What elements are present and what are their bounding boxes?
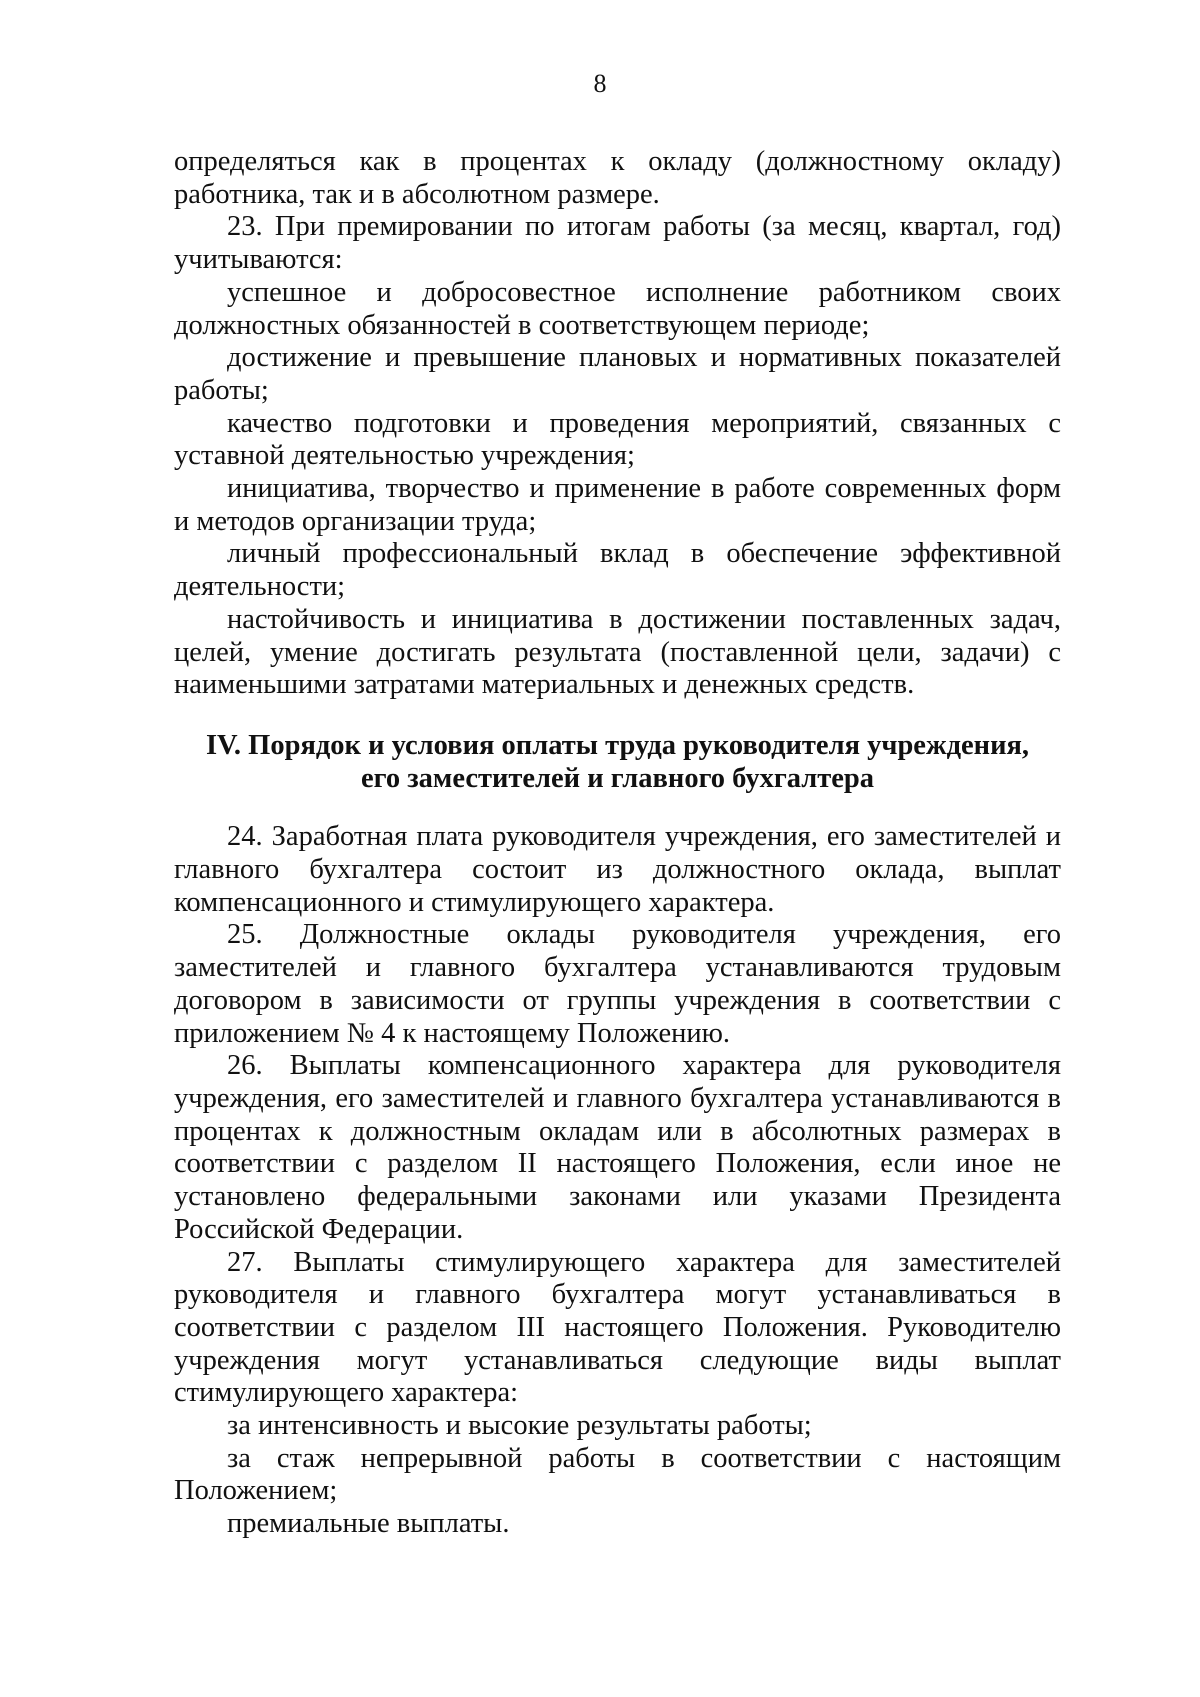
- list-item: за стаж непрерывной работы в соответствии с настоящим Положением;: [174, 1442, 1061, 1507]
- list-item: личный профессиональный вклад в обеспечение эффективной деятельности;: [174, 538, 1061, 603]
- paragraph: определяться как в процентах к окладу (должностному окладу) работника, так и в абсолютном размере.: [174, 146, 1061, 210]
- list-item: премиальные выплаты.: [227, 1508, 510, 1540]
- paragraph: 23. При премировании по итогам работы (за месяц, квартал, год) учитываются:: [174, 211, 1061, 276]
- section-heading: [174, 730, 1061, 795]
- paragraph: 26. Выплаты компенсационного характера для руководителя учреждения, его заместителей и главного бухгалтера устанавливаются в процентах к должностным окладам или в абсолютных размерах в соответствии с разделом II настоящего Положения, если иное не установлено федеральными законами или указами Президента Российской Федерации.: [174, 1050, 1061, 1245]
- list-item: достижение и превышение плановых и нормативных показателей работы;: [174, 342, 1061, 406]
- paragraph: 25. Должностные оклады руководителя учреждения, его заместителей и главного бухгалтера устанавливаются трудовым договором в зависимости от группы учреждения в соответствии с приложением № 4 к настоящему Положению.: [174, 919, 1061, 1049]
- list-item: за интенсивность и высокие результаты работы;: [227, 1410, 812, 1442]
- page-number: 8: [593, 69, 607, 98]
- paragraph: 24. Заработная плата руководителя учреждения, его заместителей и главного бухгалтера состоит из должностного оклада, выплат компенсационного и стимулирующего характера.: [174, 821, 1061, 918]
- section-heading-line1: IV. Порядок и условия оплаты труда руководителя учреждения,: [205, 729, 1030, 761]
- list-item: успешное и добросовестное исполнение работником своих должностных обязанностей в соответствующем периоде;: [174, 276, 1061, 341]
- paragraph: 27. Выплаты стимулирующего характера для заместителей руководителя и главного бухгалтера могут устанавливаться в соответствии с разделом III настоящего Положения. Руководителю учреждения могут устанавливаться следующие виды выплат стимулирующего характера:: [174, 1246, 1061, 1409]
- list-item: качество подготовки и проведения мероприятий, связанных с уставной деятельностью учреждения;: [174, 407, 1061, 472]
- document-body: [174, 146, 1061, 1541]
- list-item: настойчивость и инициатива в достижении поставленных задач, целей, умение достигать результата (поставленной цели, задачи) с наименьшими затратами материальных и денежных средств.: [174, 603, 1061, 701]
- section-heading-line2: его заместителей и главного бухгалтера: [360, 762, 875, 794]
- list-item: инициатива, творчество и применение в работе современных форм и методов организации труда;: [174, 473, 1061, 537]
